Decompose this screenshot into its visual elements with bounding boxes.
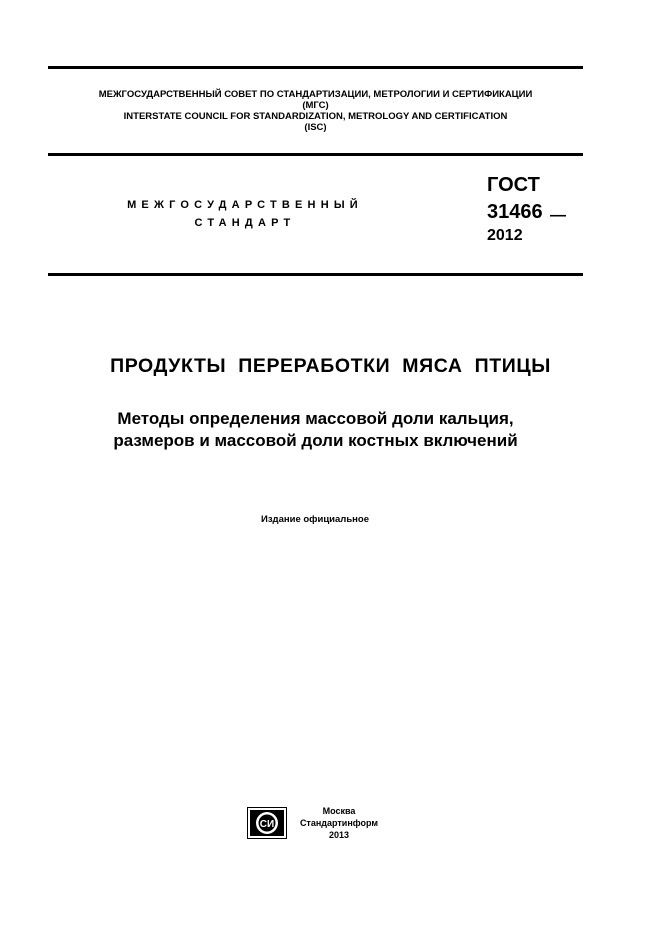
standartinform-logo-icon [247, 807, 287, 839]
standard-type-line2: СТАНДАРТ [194, 217, 296, 229]
designation-prefix: ГОСТ [487, 174, 540, 196]
council-header [48, 89, 583, 133]
imprint [289, 805, 389, 841]
header-bottom-rule [48, 153, 583, 156]
designation-dash: — [550, 207, 566, 224]
standard-type [95, 196, 395, 232]
imprint-publisher: Стандартинформ [299, 818, 379, 828]
document-title: ПРОДУКТЫ ПЕРЕРАБОТКИ МЯСА ПТИЦЫ [110, 355, 551, 377]
council-ru-name: МЕЖГОСУДАРСТВЕННЫЙ СОВЕТ ПО СТАНДАРТИЗАЦИИ, МЕТРОЛОГИИ И СЕРТИФИКАЦИИ [98, 89, 533, 100]
imprint-city: Москва [322, 806, 356, 816]
designation-number: 31466 [487, 201, 543, 223]
logo-text: СИ [259, 819, 275, 830]
council-en-name: INTERSTATE COUNCIL FOR STANDARDIZATION, METROLOGY AND CERTIFICATION [123, 111, 508, 122]
edition-note: Издание официальное [261, 514, 369, 525]
standard-type-line1: МЕЖГОСУДАРСТВЕННЫЙ [127, 199, 363, 211]
top-rule [48, 66, 583, 69]
document-subtitle [48, 408, 583, 452]
subtitle-line2: размеров и массовой доли костных включений [113, 431, 518, 450]
subtitle-line1: Методы определения массовой доли кальция, [117, 409, 514, 428]
designation-number-row [487, 199, 566, 226]
council-ru-abbr: (МГС) [302, 100, 329, 111]
standard-designation [487, 172, 566, 246]
imprint-year: 2013 [328, 830, 350, 840]
designation-bottom-rule [48, 273, 583, 276]
council-en-abbr: (ISC) [304, 122, 327, 133]
designation-year: 2012 [487, 227, 523, 244]
